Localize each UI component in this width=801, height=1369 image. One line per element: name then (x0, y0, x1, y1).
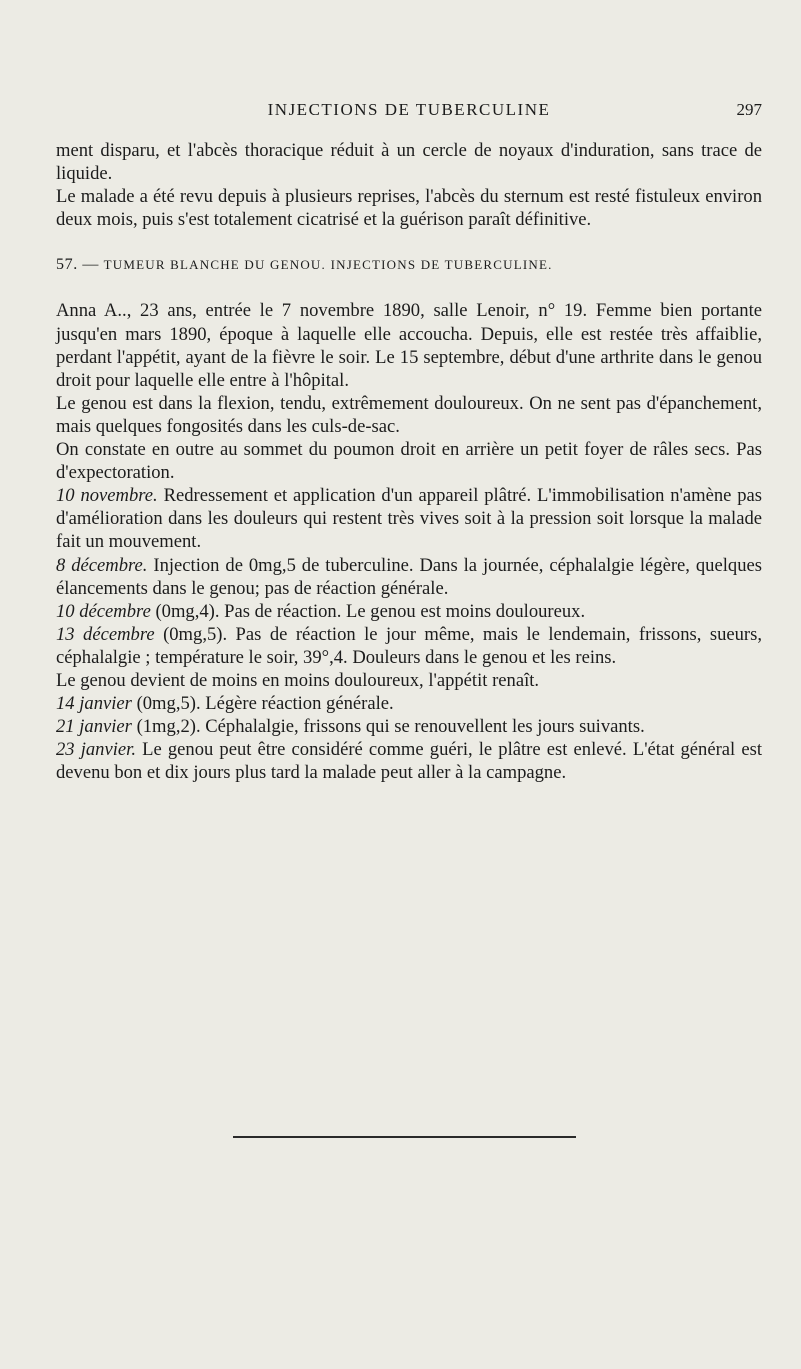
section-title-part2: INJECTIONS DE TUBERCULINE. (330, 257, 553, 273)
paragraph: Le genou devient de moins en moins douloureux, l'appétit renaît. (56, 669, 540, 691)
entry-text: Redressement et application d'un appareil plâtré. L'immobilisation n'amène pas d'amélioration dans les douleurs qui restent très vives soit à la pression soit lorsque la malade fait un mouvement. (56, 485, 763, 553)
entry-date: 10 décembre (56, 600, 151, 622)
dated-entry (56, 484, 762, 553)
case-paragraph: On constate en outre au sommet du poumon droit en arrière un petit foyer de râles secs. Pas d'expectoration. (56, 439, 762, 484)
page-number: 297 (736, 100, 762, 119)
entry-text: Injection de 0mg,5 de tuberculine. Dans la journée, céphalalgie légère, quelques élancements dans le genou; pas de réaction générale. (56, 554, 762, 599)
dated-entry (56, 623, 762, 669)
dated-entry (56, 600, 762, 623)
entry-date: 10 novembre. (56, 485, 158, 507)
entry-text: (1mg,2). Céphalalgie, frissons qui se renouvellent les jours suivants. (131, 716, 645, 738)
case-paragraph: Le genou est dans la flexion, tendu, extrêmement douloureux. On ne sent pas d'épanchement, mais quelques fongosités dans les culs-de-sac. (56, 392, 762, 437)
entry-text: (0mg,4). Pas de réaction. Le genou est moins douloureux. (150, 600, 586, 622)
paragraph (56, 185, 762, 231)
footer-rule (233, 1136, 576, 1138)
entry-text: (0mg,5). Légère réaction générale. (131, 693, 394, 715)
paragraph-text: Le malade a été revu depuis à plusieurs reprises, l'abcès du sternum est resté fistuleux environ deux mois, puis s'est totalement cicatrisé et la guérison paraît définitive. (56, 186, 762, 231)
dated-entry (56, 692, 762, 715)
running-head (56, 98, 762, 122)
paragraph-continuation: ment disparu, et l'abcès thoracique réduit à un cercle de noyaux d'induration, sans trace de liquide. (56, 140, 762, 185)
body-text (56, 139, 762, 784)
entry-text: Le genou peut être considéré comme guéri, le plâtre est enlevé. L'état général est devenu bon et dix jours plus tard la malade peut aller à la campagne. (56, 739, 762, 784)
entry-date: 8 décembre. (56, 554, 148, 576)
dated-entry (56, 715, 762, 738)
section-heading (56, 253, 762, 276)
dated-entry (56, 738, 762, 784)
entry-date: 21 janvier (56, 716, 132, 738)
section-title-part1: TUMEUR BLANCHE DU GENOU. (103, 257, 326, 273)
entry-text: (0mg,5). Pas de réaction le jour même, mais le lendemain, frissons, sueurs, céphalalgie ; température le soir, 39°,4. Douleurs dans le genou et les reins. (56, 623, 762, 668)
running-title: INJECTIONS DE TUBERCULINE (267, 100, 551, 119)
section-number: 57. — (56, 256, 99, 274)
entry-date: 23 janvier. (56, 739, 136, 761)
entry-date: 13 décembre (56, 623, 155, 645)
dated-entry (56, 554, 762, 600)
entry-date: 14 janvier (56, 693, 132, 715)
case-paragraph: Anna A.., 23 ans, entrée le 7 novembre 1890, salle Lenoir, n° 19. Femme bien portante jusqu'en mars 1890, époque à laquelle elle accoucha. Depuis, elle est restée très affaiblie, perdant l'appétit, ayant de la fièvre le soir. Le 15 septembre, début d'une arthrite dans le genou droit pour laquelle elle entre à l'hôpital. (56, 300, 762, 391)
